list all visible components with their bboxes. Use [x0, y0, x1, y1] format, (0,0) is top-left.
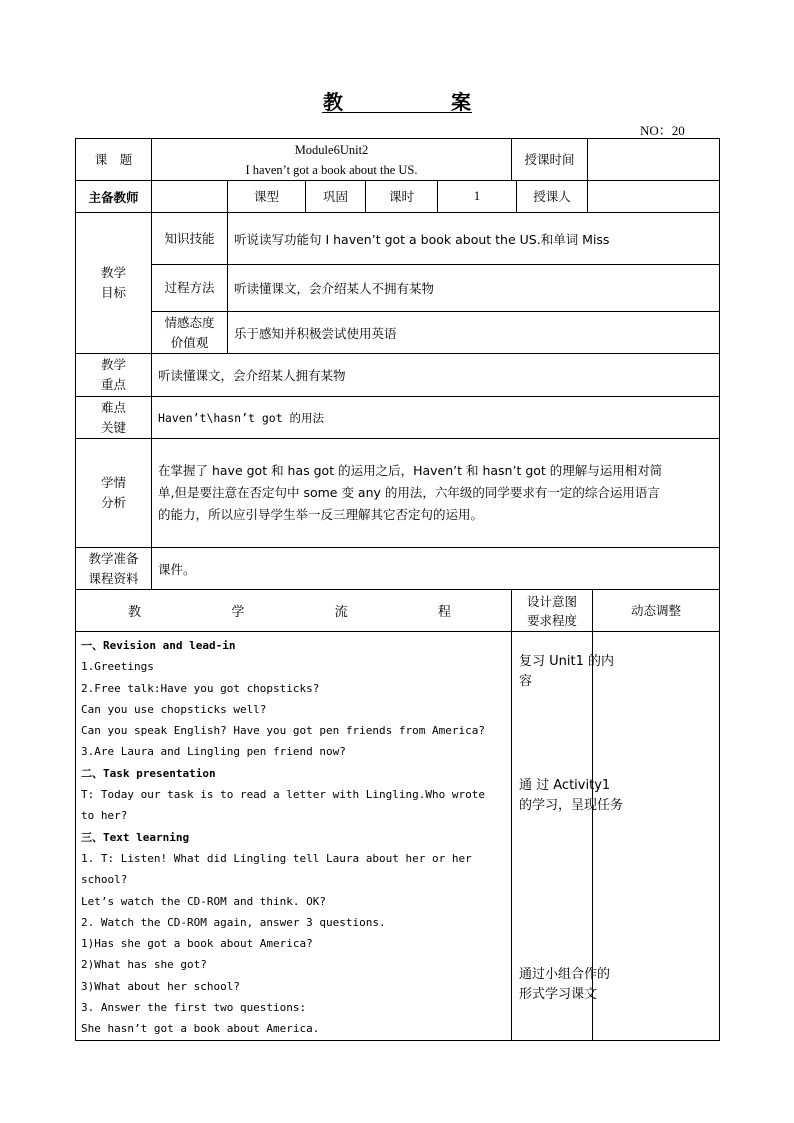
hours-value: 1	[438, 181, 517, 213]
intent-item-1: 复习 Unit1 的内 容	[519, 654, 614, 689]
process-line: Can you speak English? Have you got pen friends from America?	[81, 724, 485, 738]
process-line: 三、Text learning	[81, 830, 190, 844]
analysis-row	[76, 439, 720, 548]
design-intent-content	[512, 632, 624, 1041]
document-title	[0, 86, 794, 112]
objective-row-process	[76, 265, 720, 312]
process-flow-header	[76, 590, 512, 632]
flow-char-1: 教	[128, 605, 142, 620]
objective-value-emotion: 乐于感知并积极尝试使用英语	[228, 312, 720, 354]
objective-value-knowledge: 听说读写功能句 I haven’t got a book about the US.和单词 Miss	[228, 213, 720, 265]
analysis-value: 在掌握了 have got 和 has got 的运用之后，Haven’t 和 hasn’t got 的理解与运用相对简 单,但是要注意在否定句中 some 变 any 的用法，六年级的同学要求有一定的综合运用语言 的能力，所以应引导学生举一反三理解其它否定句的运用。	[152, 439, 720, 548]
title-char-2: 案	[451, 90, 471, 114]
process-line: Can you use chopsticks well?	[81, 702, 267, 716]
difficulties-row	[76, 397, 720, 439]
process-line: 2)What has she got?	[81, 958, 207, 972]
process-line: school?	[81, 873, 128, 887]
flow-char-2: 学	[231, 605, 245, 620]
objective-label-knowledge: 知识技能	[152, 213, 228, 265]
process-line: 1)Has she got a book about America?	[81, 937, 313, 951]
analysis-label: 学情 分析	[76, 439, 152, 548]
intent-item-3: 通过小组合作的 形式学习课文	[519, 967, 611, 1002]
process-line: T: Today our task is to read a letter with Lingling.Who wrote	[81, 788, 485, 802]
process-line: She hasn’t got a book about America.	[81, 1022, 320, 1036]
objectives-label: 教学 目标	[76, 213, 152, 354]
process-line: 1. T: Listen! What did Lingling tell Laura about her or her	[81, 851, 472, 865]
course-row	[76, 139, 720, 181]
objective-label-process: 过程方法	[152, 265, 228, 312]
document-number: NO：20	[640, 123, 685, 138]
process-line: 2.Free talk:Have you got chopsticks?	[81, 681, 320, 695]
course-sentence: I haven’t got a book about the US.	[245, 162, 418, 177]
objective-value-process: 听读懂课文，会介绍某人不拥有某物	[228, 265, 720, 312]
flow-char-3: 流	[334, 605, 348, 620]
materials-row	[76, 548, 720, 590]
title-underline	[322, 112, 472, 113]
process-line: 2. Watch the CD-ROM again, answer 3 questions.	[81, 915, 386, 929]
hours-label: 课时	[366, 181, 438, 213]
process-line: 二、Task presentation	[81, 766, 216, 780]
lesson-plan-table	[75, 138, 720, 1041]
lecturer-value[interactable]	[588, 181, 720, 213]
design-intent-header: 设计意图 要求程度	[512, 590, 593, 632]
key-points-label: 教学 重点	[76, 354, 152, 397]
type-label: 课型	[228, 181, 306, 213]
course-title-cell	[152, 139, 512, 181]
process-line: 一、Revision and lead-in	[81, 639, 236, 652]
course-label: 课 题	[76, 139, 152, 181]
teacher-row	[76, 181, 720, 213]
process-body-row	[76, 632, 720, 1041]
difficulties-value: Haven’t\hasn’t got 的用法	[152, 397, 720, 439]
process-line: 3)What about her school?	[81, 979, 240, 993]
title-char-1: 教	[323, 90, 343, 114]
objective-row-emotion	[76, 312, 720, 354]
process-header-row	[76, 590, 720, 632]
key-points-row	[76, 354, 720, 397]
teacher-value[interactable]	[152, 181, 228, 213]
process-line: to her?	[81, 809, 128, 823]
process-line: 3.Are Laura and Lingling pen friend now?	[81, 745, 346, 759]
dynamic-adjust-header: 动态调整	[593, 590, 720, 632]
flow-char-4: 程	[437, 605, 451, 620]
type-value: 巩固	[306, 181, 366, 213]
objective-label-emotion: 情感态度 价值观	[152, 312, 228, 354]
process-content	[76, 632, 512, 1041]
objective-row-knowledge	[76, 213, 720, 265]
process-line: 1.Greetings	[81, 660, 154, 674]
teacher-label: 主备教师	[76, 181, 152, 213]
time-label: 授课时间	[512, 139, 588, 181]
difficulties-label: 难点 关键	[76, 397, 152, 439]
key-points-value: 听读懂课文，会介绍某人拥有某物	[152, 354, 720, 397]
intent-item-2: 通 过 Activity1 的学习，呈现任务	[519, 778, 624, 813]
materials-value: 课件。	[152, 548, 720, 590]
course-module: Module6Unit2	[294, 142, 369, 157]
materials-label: 教学准备 课程资料	[76, 548, 152, 590]
process-line: 3. Answer the first two questions:	[81, 1001, 307, 1015]
process-line: Let’s watch the CD-ROM and think. OK?	[81, 894, 327, 908]
time-value[interactable]	[588, 139, 720, 181]
lecturer-label: 授课人	[517, 181, 588, 213]
